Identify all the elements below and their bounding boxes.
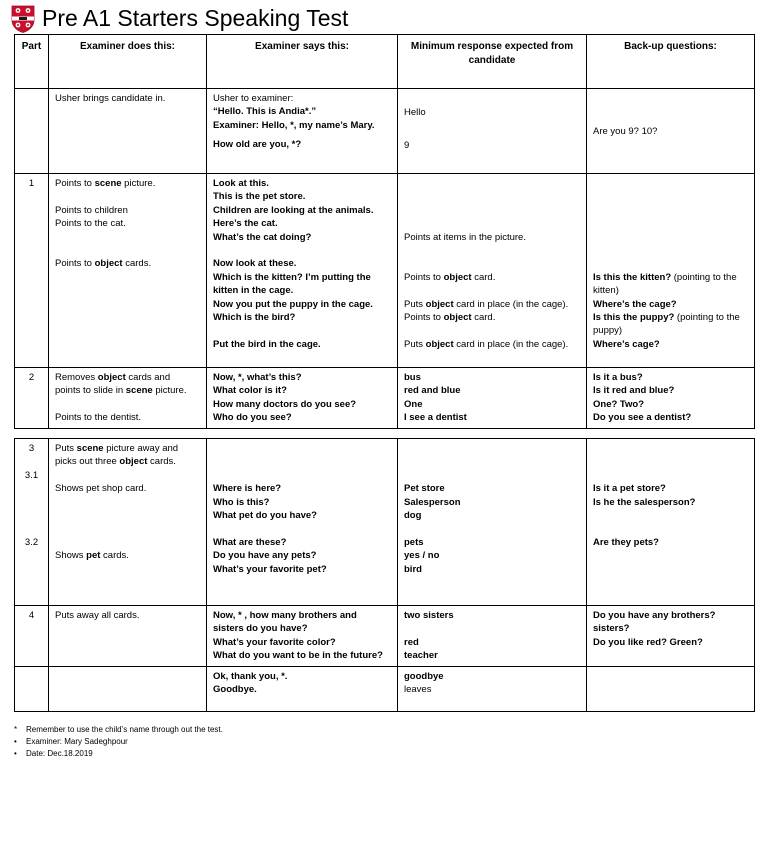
closing-response-line: goodbye bbox=[404, 670, 444, 682]
header-backup-questions: Back-up questions: bbox=[587, 35, 755, 89]
part3-backup-line: Is it a pet store? bbox=[593, 483, 666, 495]
part2-response-line: bus bbox=[404, 372, 421, 383]
part4-says-line: sisters do you have? bbox=[213, 623, 308, 635]
part3-response-line: bird bbox=[404, 563, 422, 575]
part1-says-line: Put the bird in the cage. bbox=[213, 338, 321, 350]
part1-says-line: What’s the cat doing? bbox=[213, 231, 312, 243]
part2-response-cell bbox=[398, 368, 587, 429]
part2-does-cell bbox=[49, 368, 207, 429]
intro-row bbox=[15, 89, 755, 174]
part1-response-cell bbox=[398, 174, 587, 368]
part1-response-line: Puts object card in place (in the cage). bbox=[404, 298, 569, 310]
intro-says-line: How old are you, *? bbox=[213, 139, 302, 151]
intro-says-line: “Hello. This is Andia*.” bbox=[213, 106, 317, 118]
closing-part-cell bbox=[15, 666, 49, 711]
part2-response-line: I see a dentist bbox=[404, 412, 467, 424]
footnotes bbox=[14, 724, 223, 760]
intro-does-line: Usher brings candidate in. bbox=[55, 93, 166, 104]
part1-number: 1 bbox=[15, 174, 49, 368]
part2-backup-line: Do you see a dentist? bbox=[593, 412, 692, 424]
part2-says-cell bbox=[207, 368, 398, 429]
part4-response-line: red bbox=[404, 636, 419, 648]
part3-does-line: Shows pet cards. bbox=[55, 550, 129, 562]
part1-says-line: Children are looking at the animals. bbox=[213, 204, 374, 216]
part2-says-line: Now, *, what’s this? bbox=[213, 372, 302, 383]
speaking-test-table-bottom bbox=[14, 438, 755, 712]
part1-response-line: Points to object card. bbox=[404, 271, 496, 283]
footnote bbox=[14, 724, 223, 736]
part3-number-cell bbox=[15, 439, 49, 606]
part1-says-line: Which is the kitten? I’m putting the bbox=[213, 271, 371, 283]
intro-says-line: Examiner: Hello, *, my name’s Mary. bbox=[213, 119, 375, 131]
part4-says-cell bbox=[207, 606, 398, 667]
part1-does-line: Points to children bbox=[55, 204, 128, 216]
part4-says-line: What do you want to be in the future? bbox=[213, 650, 383, 662]
part2-backup-line: Is it red and blue? bbox=[593, 385, 675, 397]
part1-does-cell bbox=[49, 174, 207, 368]
part3-does-line: Shows pet shop card. bbox=[55, 483, 147, 495]
part1-does-line: Points to object cards. bbox=[55, 258, 152, 270]
part4-says-line: Now, * , how many brothers and bbox=[213, 610, 357, 621]
closing-does-cell bbox=[49, 666, 207, 711]
part1-says-line: This is the pet store. bbox=[213, 191, 306, 203]
part2-response-line: One bbox=[404, 398, 423, 410]
part3-1-number: 3.1 bbox=[24, 469, 39, 481]
part2-does-line: Points to the dentist. bbox=[55, 412, 142, 424]
document-title: Pre A1 Starters Speaking Test bbox=[42, 5, 349, 31]
part3-says-cell bbox=[207, 439, 398, 606]
part1-row bbox=[15, 174, 755, 368]
intro-does-cell bbox=[49, 89, 207, 174]
part4-response-line: teacher bbox=[404, 650, 438, 662]
part4-backup-line: sisters? bbox=[593, 623, 630, 635]
part3-response-line: pets bbox=[404, 536, 424, 548]
part2-number: 2 bbox=[15, 368, 49, 429]
intro-response-line: Hello bbox=[404, 107, 426, 118]
asterisk-marker: * bbox=[14, 725, 18, 734]
closing-says-line: Ok, thank you, *. bbox=[213, 670, 288, 682]
bullet-marker: • bbox=[14, 749, 17, 758]
part2-response-line: red and blue bbox=[404, 385, 461, 397]
header-examiner-does: Examiner does this: bbox=[49, 35, 207, 89]
part3-says-line: Do you have any pets? bbox=[213, 550, 317, 562]
closing-row bbox=[15, 666, 755, 711]
part4-says-line: What’s your favorite color? bbox=[213, 636, 336, 648]
closing-response-cell bbox=[398, 666, 587, 711]
closing-says-cell bbox=[207, 666, 398, 711]
part4-backup-line: Do you have any brothers? bbox=[593, 610, 716, 621]
part1-says-line: Now you put the puppy in the cage. bbox=[213, 298, 373, 310]
footnote-text: Date: Dec.18.2019 bbox=[26, 749, 93, 758]
cambridge-crest-logo bbox=[11, 5, 35, 33]
part3-backup-line: Is he the salesperson? bbox=[593, 496, 696, 508]
part3-says-line: What are these? bbox=[213, 536, 287, 548]
closing-says-line: Goodbye. bbox=[213, 684, 257, 696]
part1-backup-line: Where’s cage? bbox=[593, 338, 660, 350]
intro-part-cell bbox=[15, 89, 49, 174]
part3-backup-cell bbox=[587, 439, 755, 606]
part2-backup-cell bbox=[587, 368, 755, 429]
intro-says-cell bbox=[207, 89, 398, 174]
part4-number: 4 bbox=[15, 606, 49, 667]
header-minimum-response: Minimum response expected from candidate bbox=[398, 35, 587, 89]
part3-backup-line: Are they pets? bbox=[593, 536, 659, 548]
part3-does-cell bbox=[49, 439, 207, 606]
part2-row bbox=[15, 368, 755, 429]
part1-says-line: Here’s the cat. bbox=[213, 218, 278, 230]
part1-backup-line: Is this the puppy? (pointing to the bbox=[593, 311, 740, 323]
part1-response-line: Puts object card in place (in the cage). bbox=[404, 338, 569, 350]
part1-backup-line: puppy) bbox=[593, 325, 623, 337]
part4-row bbox=[15, 606, 755, 667]
part1-says-cell bbox=[207, 174, 398, 368]
part4-does-cell bbox=[49, 606, 207, 667]
header-examiner-says: Examiner says this: bbox=[207, 35, 398, 89]
part1-says-line: kitten in the cage. bbox=[213, 285, 294, 297]
part4-backup-cell bbox=[587, 606, 755, 667]
part3-2-number: 3.2 bbox=[24, 536, 39, 548]
part1-does-line: Points to the cat. bbox=[55, 218, 126, 230]
part2-does-line: points to slide in scene picture. bbox=[55, 385, 187, 397]
intro-backup-line: Are you 9? 10? bbox=[593, 125, 658, 137]
footnote bbox=[14, 736, 223, 748]
part1-response-line: Points to object card. bbox=[404, 311, 496, 323]
speaking-test-table-top bbox=[14, 34, 755, 429]
part1-backup-line: Where’s the cage? bbox=[593, 298, 677, 310]
part2-backup-line: Is it a bus? bbox=[593, 372, 643, 383]
part1-backup-line: Is this the kitten? (pointing to the bbox=[593, 271, 737, 283]
part1-says-line: Look at this. bbox=[213, 178, 269, 189]
footnote-text: Examiner: Mary Sadeghpour bbox=[26, 737, 128, 746]
part2-does-line: Removes object cards and bbox=[55, 372, 171, 383]
part3-response-line: Pet store bbox=[404, 483, 445, 495]
part2-says-line: What color is it? bbox=[213, 385, 287, 397]
intro-says-line: Usher to examiner: bbox=[213, 93, 294, 104]
footnote-text: Remember to use the child’s name through out the test. bbox=[26, 725, 223, 734]
part3-says-line: What pet do you have? bbox=[213, 509, 317, 521]
bullet-marker: • bbox=[14, 737, 17, 746]
part3-does-line: Puts scene picture away and bbox=[55, 443, 179, 454]
header-part: Part bbox=[15, 35, 49, 89]
part3-response-line: yes / no bbox=[404, 550, 440, 562]
part2-says-line: Who do you see? bbox=[213, 412, 292, 424]
intro-response-cell bbox=[398, 89, 587, 174]
part2-backup-line: One? Two? bbox=[593, 398, 645, 410]
part3-says-line: What’s your favorite pet? bbox=[213, 563, 327, 575]
part1-backup-cell bbox=[587, 174, 755, 368]
closing-response-line: leaves bbox=[404, 684, 432, 696]
header-row bbox=[15, 35, 755, 89]
part4-response-line: two sisters bbox=[404, 610, 454, 621]
closing-backup-cell bbox=[587, 666, 755, 711]
part3-says-line: Who is this? bbox=[213, 496, 270, 508]
footnote bbox=[14, 748, 223, 760]
part3-response-line: dog bbox=[404, 509, 422, 521]
part4-does-line: Puts away all cards. bbox=[55, 610, 140, 621]
part1-does-line: Points to scene picture. bbox=[55, 178, 156, 189]
part3-row bbox=[15, 439, 755, 606]
part1-response-line: Points at items in the picture. bbox=[404, 231, 526, 243]
part4-response-cell bbox=[398, 606, 587, 667]
part1-backup-line: kitten) bbox=[593, 285, 619, 297]
part1-says-line: Which is the bird? bbox=[213, 312, 296, 324]
part1-says-line: Now look at these. bbox=[213, 258, 297, 270]
part3-response-cell bbox=[398, 439, 587, 606]
part3-does-line: picks out three object cards. bbox=[55, 456, 176, 468]
part4-backup-line: Do you like red? Green? bbox=[593, 636, 703, 648]
part2-says-line: How many doctors do you see? bbox=[213, 398, 357, 410]
intro-backup-cell bbox=[587, 89, 755, 174]
part3-response-line: Salesperson bbox=[404, 496, 461, 508]
part3-says-line: Where is here? bbox=[213, 483, 282, 495]
part3-number: 3 bbox=[28, 443, 35, 454]
intro-response-line: 9 bbox=[404, 140, 410, 152]
